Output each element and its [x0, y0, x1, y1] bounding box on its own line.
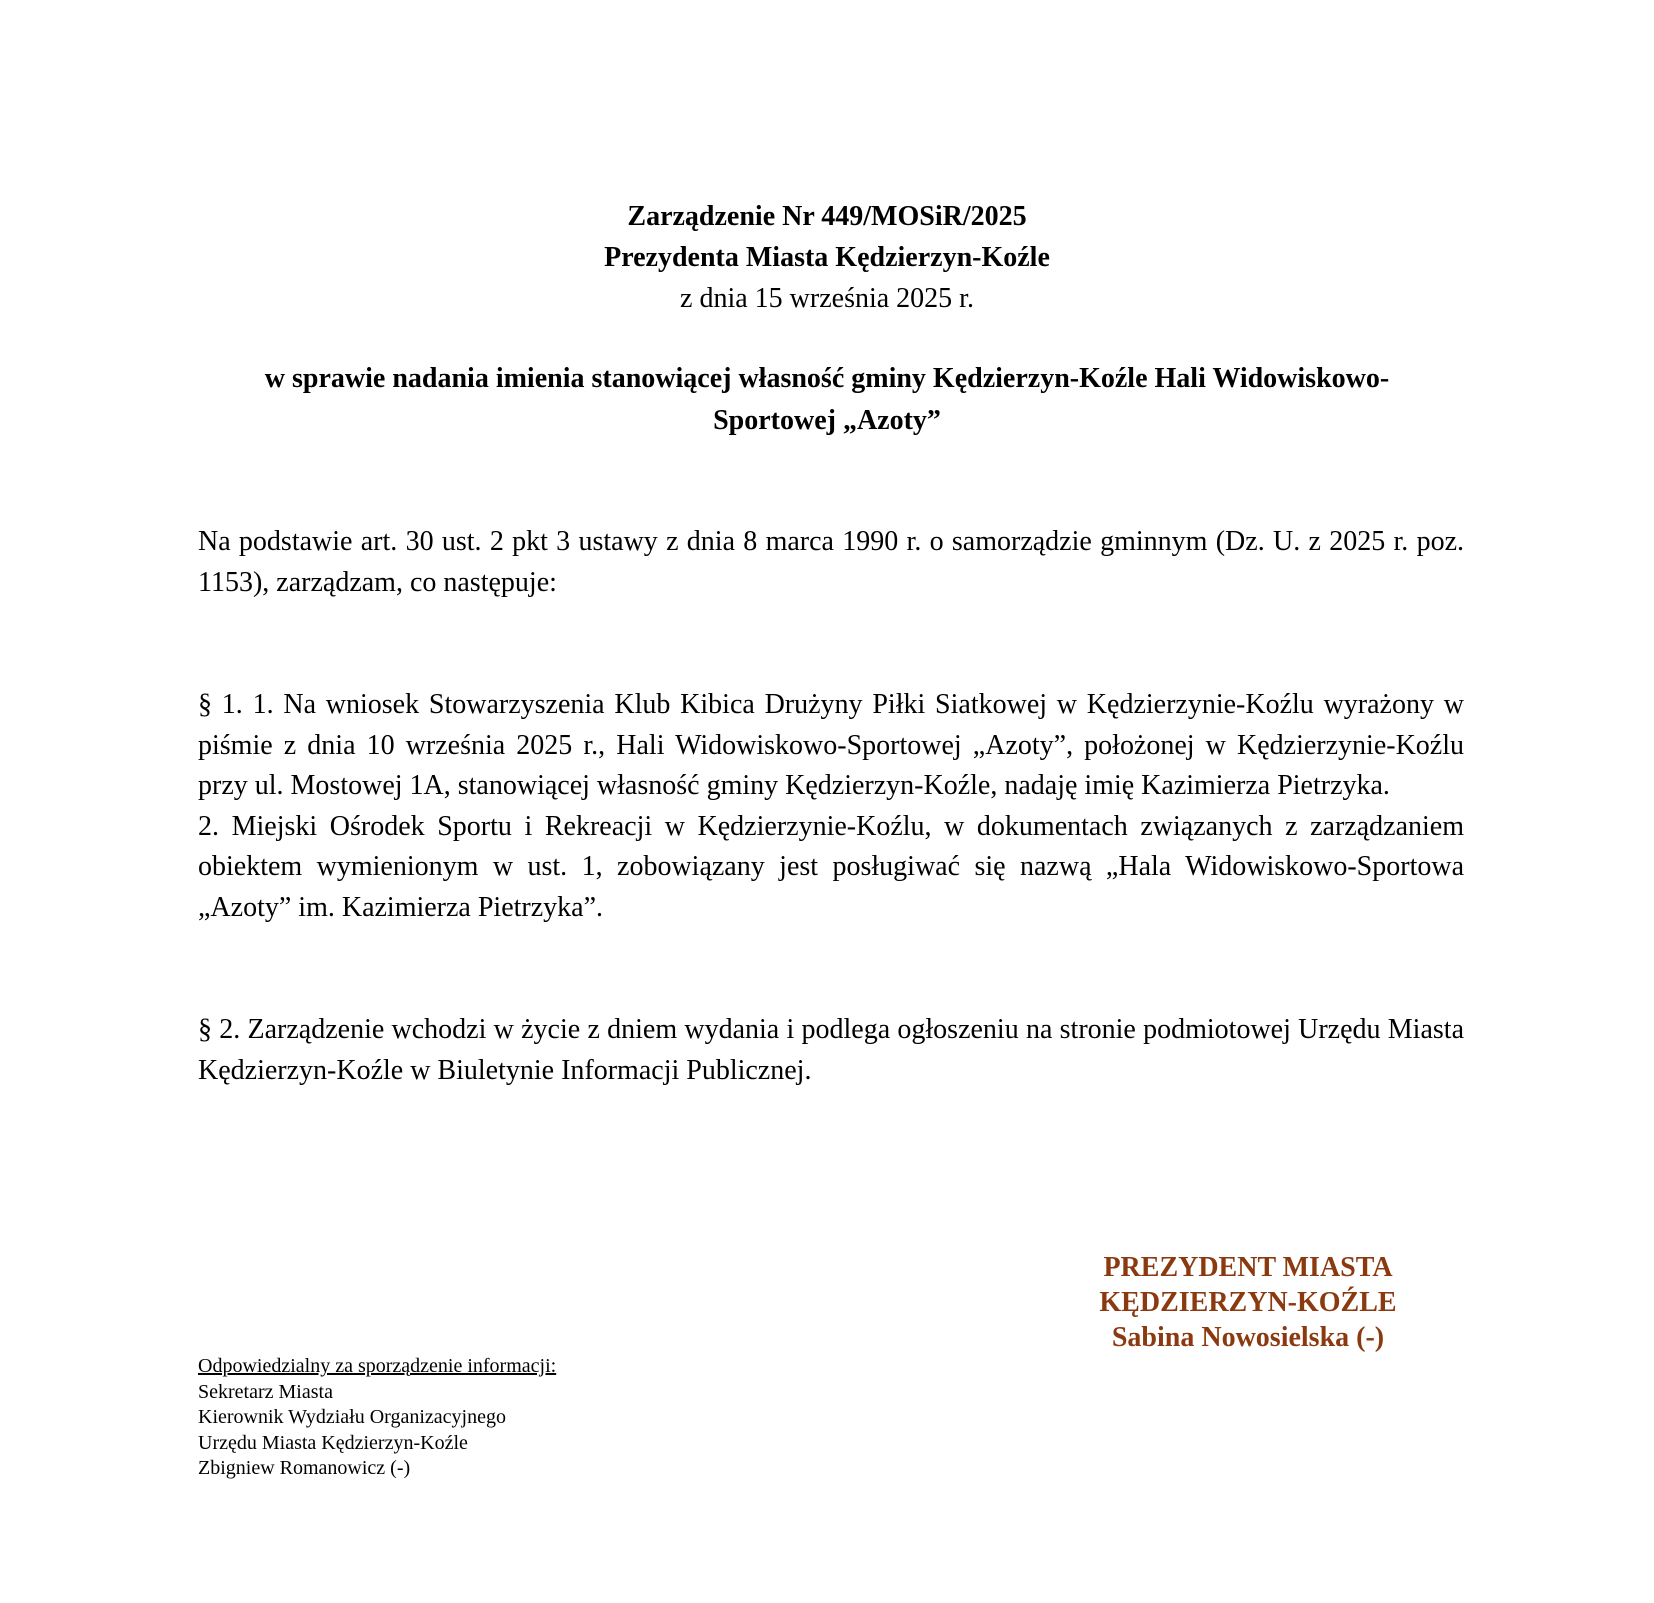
prepared-by-block [198, 1354, 556, 1482]
section-1-paragraph-1: § 1. 1. Na wniosek Stowarzyszenia Klub Kibica Drużyny Piłki Siatkowej w Kędzierzynie-Koźlu wyrażony w piśmie z dnia 10 września 2025 r., Hali Widowiskowo-Sportowej „Azoty”, położonej w Kędzierzynie-Koźlu przy ul. Mostowej 1A, stanowiącej własność gminy Kędzierzyn-Koźle, nadaję imię Kazimierza Pietrzyka. [198, 689, 1464, 801]
document-title: Zarządzenie Nr 449/MOSiR/2025 [627, 201, 1027, 232]
prepared-by-line: Sekretarz Miasta [198, 1380, 333, 1403]
prepared-by-heading: Odpowiedzialny za sporządzenie informacji: [198, 1355, 557, 1377]
signature-name: Sabina Nowosielska (-) [1111, 1322, 1385, 1353]
preamble-text: Na podstawie art. 30 ust. 2 pkt 3 ustawy z dnia 8 marca 1990 r. o samorządzie gminnym (Dz. U. z 2025 r. poz. 1153), zarządzam, co następuje: [198, 526, 1464, 598]
prepared-by-line: Urzędu Miasta Kędzierzyn-Koźle [198, 1431, 468, 1454]
document-issuer: Prezydenta Miasta Kędzierzyn-Koźle [604, 242, 1050, 273]
signature-block [1048, 1250, 1448, 1355]
subject-line-1: w sprawie nadania imienia stanowiącej własność gminy Kędzierzyn-Koźle Hali Widowiskowo- [264, 363, 1390, 394]
section-1 [198, 685, 1464, 928]
signature-title-1: PREZYDENT MIASTA [1103, 1252, 1393, 1283]
section-2 [198, 1010, 1464, 1091]
section-2-text: § 2. Zarządzenie wchodzi w życie z dniem wydania i podlega ogłoszeniu na stronie podmiotowej Urzędu Miasta Kędzierzyn-Koźle w Biuletynie Informacji Publicznej. [198, 1014, 1464, 1086]
signature-title-2: KĘDZIERZYN-KOŹLE [1099, 1287, 1397, 1318]
section-1-paragraph-2: 2. Miejski Ośrodek Sportu i Rekreacji w Kędzierzynie-Koźlu, w dokumentach związanych z zarządzaniem obiektem wymienionym w ust. 1, zobowiązany jest posługiwać się nazwą „Hala Widowiskowo-Sportowa „Azoty” im. Kazimierza Pietrzyka”. [198, 810, 1464, 923]
preamble [198, 522, 1464, 603]
document-date: z dnia 15 września 2025 r. [680, 283, 974, 314]
prepared-by-line: Zbigniew Romanowicz (-) [198, 1457, 411, 1479]
prepared-by-line: Kierownik Wydziału Organizacyjnego [198, 1406, 506, 1428]
subject-line-2: Sportowej „Azoty” [713, 405, 941, 436]
